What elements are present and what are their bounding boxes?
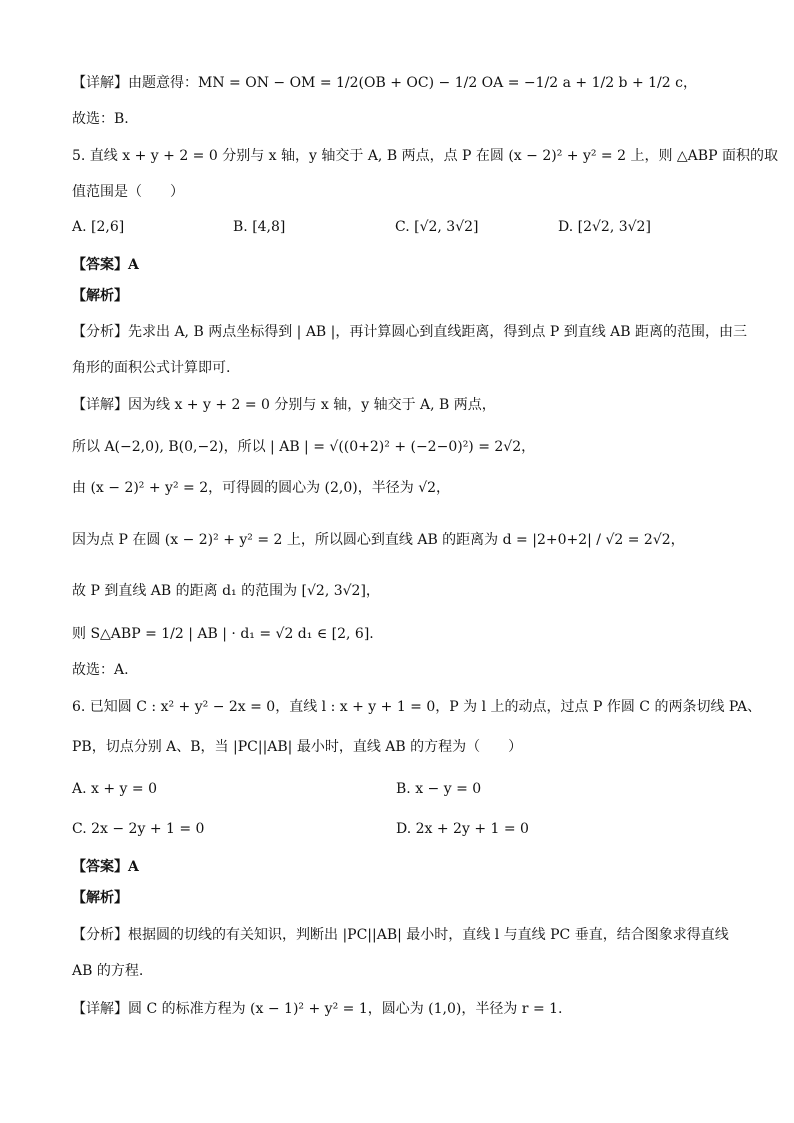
q5-choice-line: 故选：A. [72, 662, 129, 678]
q5-option-b: B. [4,8] [233, 219, 286, 235]
q5-option-d: D. [2√2, 3√2] [558, 219, 651, 235]
q6-option-c: C. 2x − 2y + 1 = 0 [72, 821, 205, 837]
detail-line-q4: 【详解】由题意得：MN = ON − OM = 1/2(OB + OC) − 1/2 OA = −1/2 a + 1/2 b + 1/2 c， [72, 75, 697, 91]
q5-stem-line1: 5. 直线 x + y + 2 = 0 分别与 x 轴，y 轴交于 A, B 两点，点 P 在圆 (x − 2)² + y² = 2 上，则 △ABP 面积的取 [72, 148, 778, 164]
q5-detail-line1: 【详解】因为线 x + y + 2 = 0 分别与 x 轴，y 轴交于 A, B 两点， [72, 397, 496, 413]
choice-line-q4: 故选：B. [72, 111, 129, 127]
q6-analysis-line1: 【分析】根据圆的切线的有关知识，判断出 |PC||AB| 最小时，直线 l 与直线 PC 垂直，结合图象求得直线 [72, 927, 729, 943]
q6-option-a: A. x + y = 0 [72, 781, 157, 797]
q6-analysis-line2: AB 的方程. [72, 963, 144, 979]
q5-detail-line3: 由 (x − 2)² + y² = 2，可得圆的圆心为 (2,0)，半径为 √2， [72, 480, 451, 496]
q6-analysis-heading: 【解析】 [72, 890, 128, 906]
q5-stem-line2: 值范围是（ ） [72, 184, 184, 200]
q5-option-a: A. [2,6] [72, 219, 125, 235]
q5-detail-line5: 故 P 到直线 AB 的距离 d₁ 的范围为 [√2, 3√2]， [72, 583, 380, 599]
q5-option-c: C. [√2, 3√2] [395, 219, 479, 235]
q5-detail-line2: 所以 A(−2,0), B(0,−2)，所以 | AB | = √((0+2)² + (−2−0)²) = 2√2， [72, 439, 536, 455]
q5-analysis-line2: 角形的面积公式计算即可. [72, 360, 231, 376]
q6-stem-line1: 6. 已知圆 C : x² + y² − 2x = 0，直线 l : x + y + 1 = 0，P 为 l 上的动点，过点 P 作圆 C 的两条切线 PA、 [72, 699, 762, 715]
q6-stem-line2: PB，切点分别 A、B，当 |PC||AB| 最小时，直线 AB 的方程为（ ） [72, 739, 523, 755]
q6-answer: 【答案】A [72, 859, 139, 875]
q5-detail-line4: 因为点 P 在圆 (x − 2)² + y² = 2 上，所以圆心到直线 AB 的距离为 d = |2+0+2| / √2 = 2√2， [72, 532, 685, 548]
q6-option-d: D. 2x + 2y + 1 = 0 [396, 821, 529, 837]
q6-option-b: B. x − y = 0 [396, 781, 482, 797]
q5-detail-line6: 则 S△ABP = 1/2 | AB | · d₁ = √2 d₁ ∈ [2, 6]. [72, 626, 374, 642]
q5-analysis-heading: 【解析】 [72, 288, 128, 304]
q5-answer: 【答案】A [72, 257, 139, 273]
q5-analysis-line1: 【分析】先求出 A, B 两点坐标得到 | AB |，再计算圆心到直线距离，得到点 P 到直线 AB 距离的范围，由三 [72, 324, 747, 340]
q6-detail-line1: 【详解】圆 C 的标准方程为 (x − 1)² + y² = 1，圆心为 (1,0)，半径为 r = 1. [72, 1001, 563, 1017]
